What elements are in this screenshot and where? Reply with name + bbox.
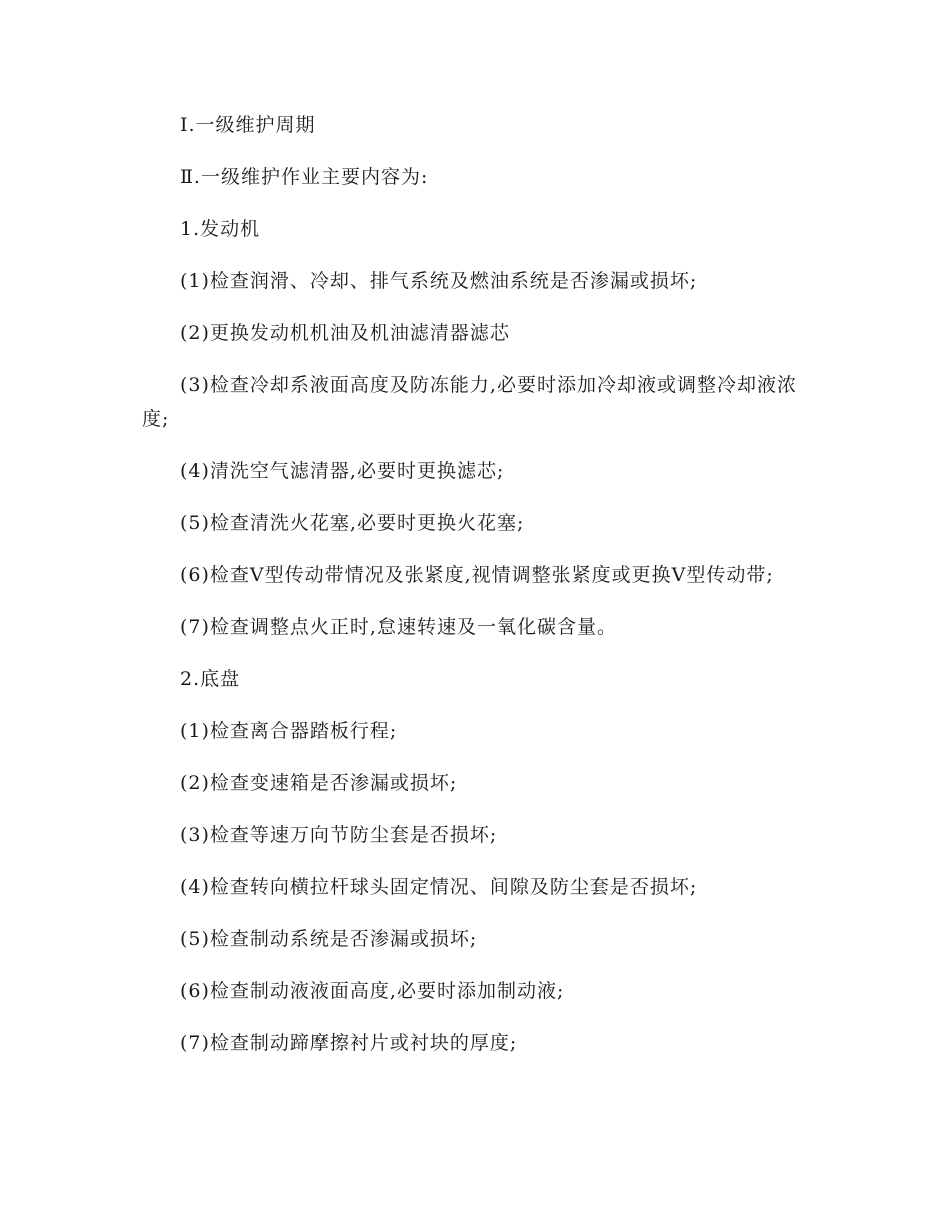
document-body xyxy=(142,108,822,1078)
section-heading-maintenance-cycle: Ⅰ.一级维护周期 xyxy=(180,114,316,136)
chassis-item-4: (4)检查转向横拉杆球头固定情况、间隙及防尘套是否损坏; xyxy=(180,876,698,898)
subsection-heading-chassis: 2.底盘 xyxy=(180,668,241,690)
engine-item-3: (3)检查冷却系液面高度及防冻能力,必要时添加冷却液或调整冷却液浓度; xyxy=(142,374,797,430)
engine-item-5: (5)检查清洗火花塞,必要时更换火花塞; xyxy=(180,512,525,534)
engine-item-1: (1)检查润滑、冷却、排气系统及燃油系统是否渗漏或损坏; xyxy=(180,270,698,292)
chassis-item-2: (2)检查变速箱是否渗漏或损坏; xyxy=(180,772,458,794)
chassis-item-1: (1)检查离合器踏板行程; xyxy=(180,720,398,742)
engine-item-2: (2)更换发动机机油及机油滤清器滤芯 xyxy=(180,322,510,344)
engine-item-6: (6)检查V型传动带情况及张紧度,视情调整张紧度或更换V型传动带; xyxy=(180,564,774,586)
chassis-item-3: (3)检查等速万向节防尘套是否损坏; xyxy=(180,824,498,846)
chassis-item-7: (7)检查制动蹄摩擦衬片或衬块的厚度; xyxy=(180,1032,518,1054)
chassis-item-5: (5)检查制动系统是否渗漏或损坏; xyxy=(180,928,478,950)
section-heading-maintenance-content: Ⅱ.一级维护作业主要内容为: xyxy=(180,166,429,188)
chassis-item-6: (6)检查制动液液面高度,必要时添加制动液; xyxy=(180,980,565,1002)
engine-item-7: (7)检查调整点火正时,怠速转速及一氧化碳含量。 xyxy=(180,616,617,638)
subsection-heading-engine: 1.发动机 xyxy=(180,218,261,240)
engine-item-4: (4)清洗空气滤清器,必要时更换滤芯; xyxy=(180,460,505,482)
